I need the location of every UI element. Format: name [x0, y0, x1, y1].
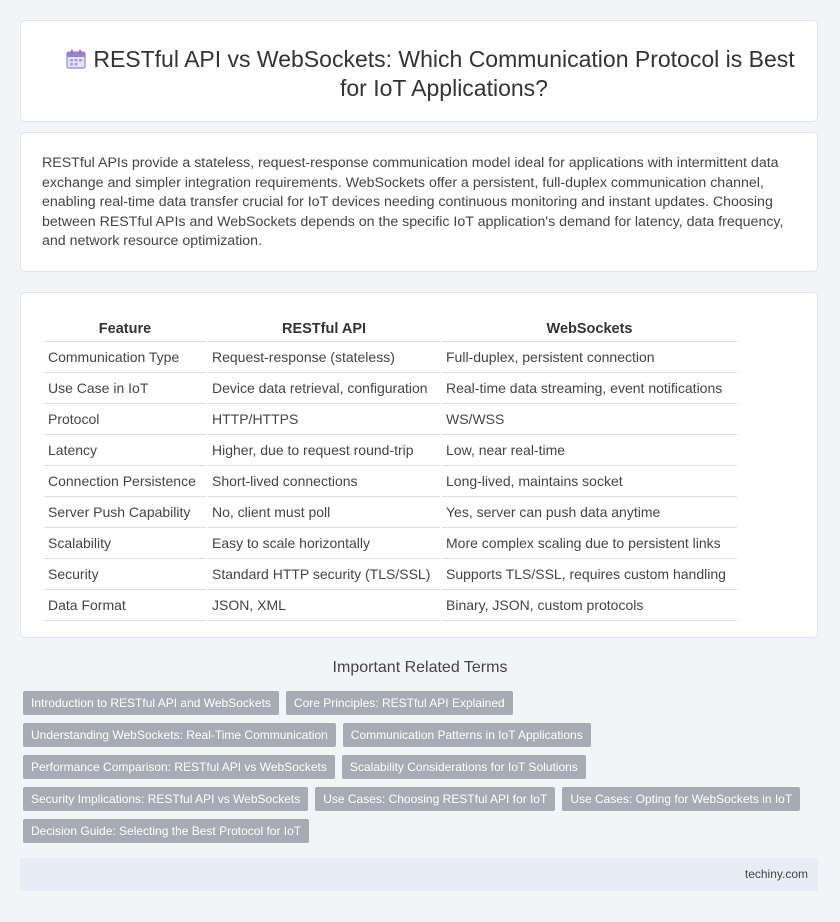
- title-card: [20, 20, 818, 122]
- table-row: [44, 435, 737, 466]
- footer: [20, 858, 818, 891]
- cell-feature: Connection Persistence: [44, 466, 206, 497]
- cell-restful: Easy to scale horizontally: [208, 528, 440, 559]
- table-row: [44, 559, 737, 590]
- cell-restful: Higher, due to request round-trip: [208, 435, 440, 466]
- related-term-tag[interactable]: Decision Guide: Selecting the Best Protocol for IoT: [23, 819, 309, 843]
- cell-websockets: Supports TLS/SSL, requires custom handling: [442, 559, 737, 590]
- cell-restful: JSON, XML: [208, 590, 440, 621]
- related-term-tag[interactable]: Security Implications: RESTful API vs WebSockets: [23, 787, 308, 811]
- table-row: [44, 590, 737, 621]
- header-restful-api: RESTful API: [208, 315, 440, 342]
- related-term-tag[interactable]: Introduction to RESTful API and WebSockets: [23, 691, 279, 715]
- cell-restful: Request-response (stateless): [208, 342, 440, 373]
- comparison-table: [42, 315, 739, 621]
- related-terms-heading: Important Related Terms: [332, 659, 508, 676]
- related-term-tag[interactable]: Scalability Considerations for IoT Solutions: [342, 755, 586, 779]
- cell-websockets: More complex scaling due to persistent links: [442, 528, 737, 559]
- table-row: [44, 342, 737, 373]
- cell-websockets: Binary, JSON, custom protocols: [442, 590, 737, 621]
- related-term-tag[interactable]: Understanding WebSockets: Real-Time Communication: [23, 723, 336, 747]
- cell-feature: Scalability: [44, 528, 206, 559]
- related-term-tag[interactable]: Use Cases: Opting for WebSockets in IoT: [562, 787, 800, 811]
- cell-websockets: Real-time data streaming, event notifications: [442, 373, 737, 404]
- table-row: [44, 373, 737, 404]
- related-term-tag[interactable]: Communication Patterns in IoT Applications: [343, 723, 591, 747]
- cell-restful: Standard HTTP security (TLS/SSL): [208, 559, 440, 590]
- table-row: [44, 528, 737, 559]
- cell-restful: Short-lived connections: [208, 466, 440, 497]
- table-row: [44, 466, 737, 497]
- related-term-tag[interactable]: Use Cases: Choosing RESTful API for IoT: [315, 787, 555, 811]
- page-title: RESTful API vs WebSockets: Which Communication Protocol is Best for IoT Applications?: [93, 46, 795, 101]
- cell-feature: Communication Type: [44, 342, 206, 373]
- cell-websockets: Low, near real-time: [442, 435, 737, 466]
- table-row: [44, 404, 737, 435]
- table-header-row: [44, 315, 737, 342]
- related-term-tag[interactable]: Performance Comparison: RESTful API vs WebSockets: [23, 755, 335, 779]
- title-wrap: [61, 45, 797, 103]
- cell-feature: Protocol: [44, 404, 206, 435]
- cell-feature: Data Format: [44, 590, 206, 621]
- cell-websockets: Full-duplex, persistent connection: [442, 342, 737, 373]
- cell-feature: Latency: [44, 435, 206, 466]
- table-row: [44, 497, 737, 528]
- header-websockets: WebSockets: [442, 315, 737, 342]
- cell-feature: Server Push Capability: [44, 497, 206, 528]
- cell-websockets: Long-lived, maintains socket: [442, 466, 737, 497]
- cell-restful: HTTP/HTTPS: [208, 404, 440, 435]
- related-terms-list: [23, 691, 813, 843]
- related-term-tag[interactable]: Core Principles: RESTful API Explained: [286, 691, 513, 715]
- intro-card: [20, 132, 818, 272]
- cell-feature: Use Case in IoT: [44, 373, 206, 404]
- intro-paragraph: RESTful APIs provide a stateless, request-response communication model ideal for applications with intermittent data exchange and simpler integration requirements. WebSockets offer a persistent, full-duplex communication channel, enabling real-time data transfer crucial for IoT devices needing continuous monitoring and instant updates. Choosing between RESTful APIs and WebSockets depends on the specific IoT application's demand for latency, data frequency, and network resource optimization.: [42, 155, 784, 250]
- footer-site-link[interactable]: techiny.com: [744, 867, 808, 881]
- cell-websockets: WS/WSS: [442, 404, 737, 435]
- cell-restful: No, client must poll: [208, 497, 440, 528]
- cell-websockets: Yes, server can push data anytime: [442, 497, 737, 528]
- cell-feature: Security: [44, 559, 206, 590]
- header-feature: Feature: [44, 315, 206, 342]
- comparison-card: [20, 292, 818, 638]
- cell-restful: Device data retrieval, configuration: [208, 373, 440, 404]
